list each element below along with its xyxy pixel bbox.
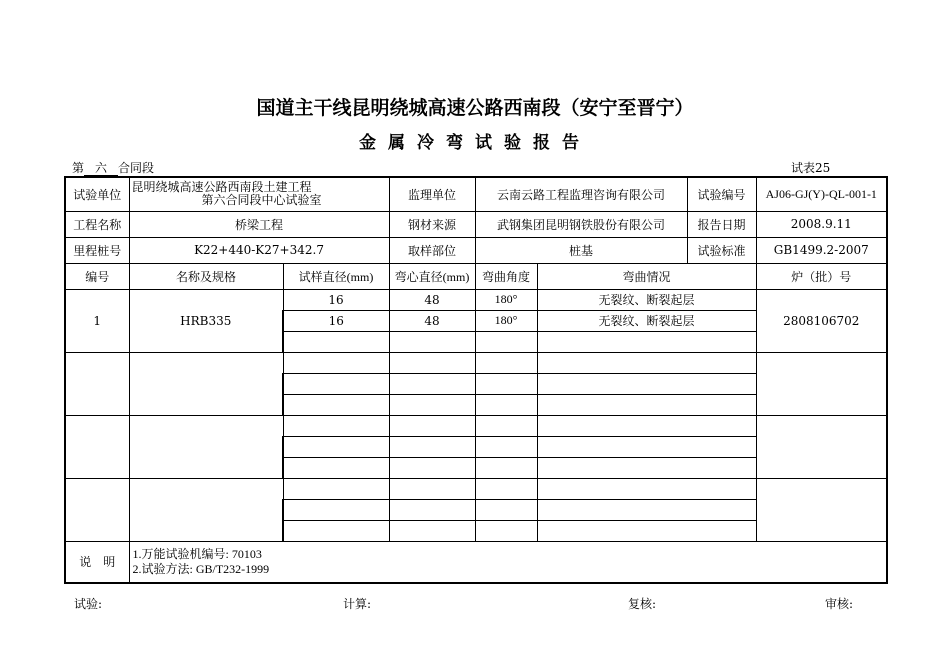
col-header-mandrel: 弯心直径(mm) [389,263,475,289]
station-value: K22+440-K27+342.7 [129,237,389,263]
notes-line2: 2.试验方法: GB/T232-1999 [132,561,270,576]
condition-cell: 无裂纹、断裂起层 [537,310,756,331]
notes-content [129,541,887,583]
col-header-no: 编号 [65,263,129,289]
test-no-label: 试验编号 [687,177,756,211]
section-number: 六 [84,162,118,176]
test-no-value: AJ06-GJ(Y)-QL-001-1 [756,177,887,211]
notes-line1: 1.万能试验机编号: 70103 [132,546,262,561]
section-suffix: 合同段 [118,161,155,175]
supervision-label: 监理单位 [389,177,475,211]
group1-spec: HRB335 [129,289,283,352]
footer-auditor: 审核: [825,597,854,611]
sampling-value: 桩基 [475,237,687,263]
group4-no [65,478,129,541]
report-subtitle: 金属冷弯试验报告 [359,133,591,153]
condition-cell: 无裂纹、断裂起层 [537,289,756,310]
angle-cell: 180° [475,310,537,331]
col-header-angle: 弯曲角度 [475,263,537,289]
col-header-condition: 弯曲情况 [537,263,756,289]
test-unit-label: 试验单位 [65,177,129,211]
diameter-cell [283,331,389,352]
supervision-value: 云南云路工程监理咨询有限公司 [475,177,687,211]
col-header-diameter: 试样直径(mm) [283,263,389,289]
group3-spec [129,415,283,478]
standard-value: GB1499.2-2007 [756,237,887,263]
group2-spec [129,352,283,415]
report-date-label: 报告日期 [687,211,756,237]
test-unit-line1: 昆明绕城高速公路西南段土建工程 [131,180,312,195]
col-header-spec: 名称及规格 [129,263,283,289]
report-title: 国道主干线昆明绕城高速公路西南段（安宁至晋宁） [256,97,694,119]
diameter-cell: 16 [283,310,389,331]
notes-label: 说 明 [65,541,129,583]
test-unit-line2: 第六合同段中心试验室 [201,193,322,208]
form-number: 试表25 [791,161,831,175]
mandrel-cell: 48 [389,310,475,331]
table-row [65,478,887,499]
sampling-label: 取样部位 [389,237,475,263]
project-label: 工程名称 [65,211,129,237]
table-row [65,289,887,310]
condition-cell [537,331,756,352]
report-date-value: 2008.9.11 [756,211,887,237]
steel-source-label: 钢材来源 [389,211,475,237]
diameter-cell: 16 [283,289,389,310]
group3-no [65,415,129,478]
col-header-batch: 炉（批）号 [756,263,887,289]
angle-cell: 180° [475,289,537,310]
group3-batch [756,415,887,478]
station-label: 里程桩号 [65,237,129,263]
mandrel-cell [389,331,475,352]
test-unit-value [129,177,389,211]
report-grid [64,176,888,584]
group4-spec [129,478,283,541]
table-row [65,415,887,436]
group2-batch [756,352,887,415]
steel-source-value: 武钢集团昆明钢铁股份有限公司 [475,211,687,237]
section-prefix: 第 [72,161,85,175]
mandrel-cell: 48 [389,289,475,310]
table-row [65,352,887,373]
angle-cell [475,331,537,352]
project-value: 桥梁工程 [129,211,389,237]
footer-reviewer: 复核: [628,597,657,611]
footer-calculator: 计算: [343,597,372,611]
section-label [72,159,154,176]
standard-label: 试验标准 [687,237,756,263]
group2-no [65,352,129,415]
group4-batch [756,478,887,541]
group1-no: 1 [65,289,129,352]
group1-batch: 2808106702 [756,289,887,352]
footer-tester: 试验: [74,597,103,611]
